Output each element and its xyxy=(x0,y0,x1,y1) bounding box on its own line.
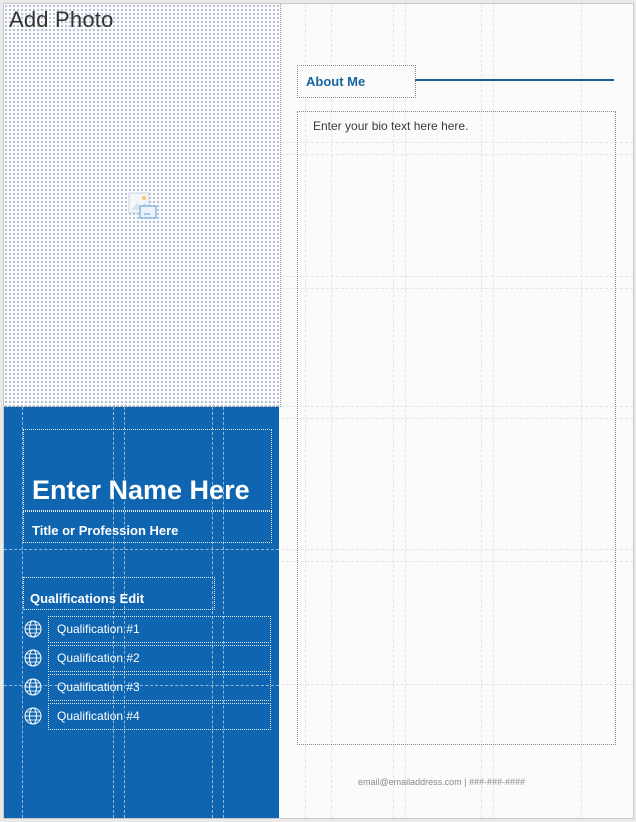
profession-title[interactable]: Title or Profession Here xyxy=(32,523,179,538)
image-placeholder-icon xyxy=(128,192,158,220)
globe-icon xyxy=(24,649,42,667)
qualification-item[interactable] xyxy=(24,645,271,671)
bio-text[interactable]: Enter your bio text here here. xyxy=(313,119,469,133)
globe-icon xyxy=(24,678,42,696)
resume-page xyxy=(3,3,634,819)
photo-placeholder[interactable] xyxy=(4,4,281,407)
bio-textbox[interactable] xyxy=(297,111,616,745)
heading-rule xyxy=(415,79,614,81)
name-heading[interactable]: Enter Name Here xyxy=(32,475,250,505)
qualification-label: Qualification #1 xyxy=(57,622,140,636)
qualifications-heading[interactable]: Qualifications Edit xyxy=(30,591,145,606)
about-me-heading[interactable]: About Me xyxy=(306,74,366,89)
qualification-label: Qualification #2 xyxy=(57,651,140,665)
contact-info[interactable]: email@emailaddress.com | ###-###-#### xyxy=(358,777,526,787)
qualification-item[interactable] xyxy=(24,674,271,700)
guide-line xyxy=(4,549,279,550)
qualification-item[interactable] xyxy=(24,703,271,729)
add-photo-label: Add Photo xyxy=(9,7,114,32)
globe-icon xyxy=(24,620,42,638)
profile-panel xyxy=(4,407,279,818)
qualification-item[interactable] xyxy=(24,616,271,642)
qualification-label: Qualification #3 xyxy=(57,680,140,694)
qualification-label: Qualification #4 xyxy=(57,709,140,723)
about-me-heading-frame[interactable] xyxy=(297,65,416,98)
globe-icon xyxy=(24,707,42,725)
